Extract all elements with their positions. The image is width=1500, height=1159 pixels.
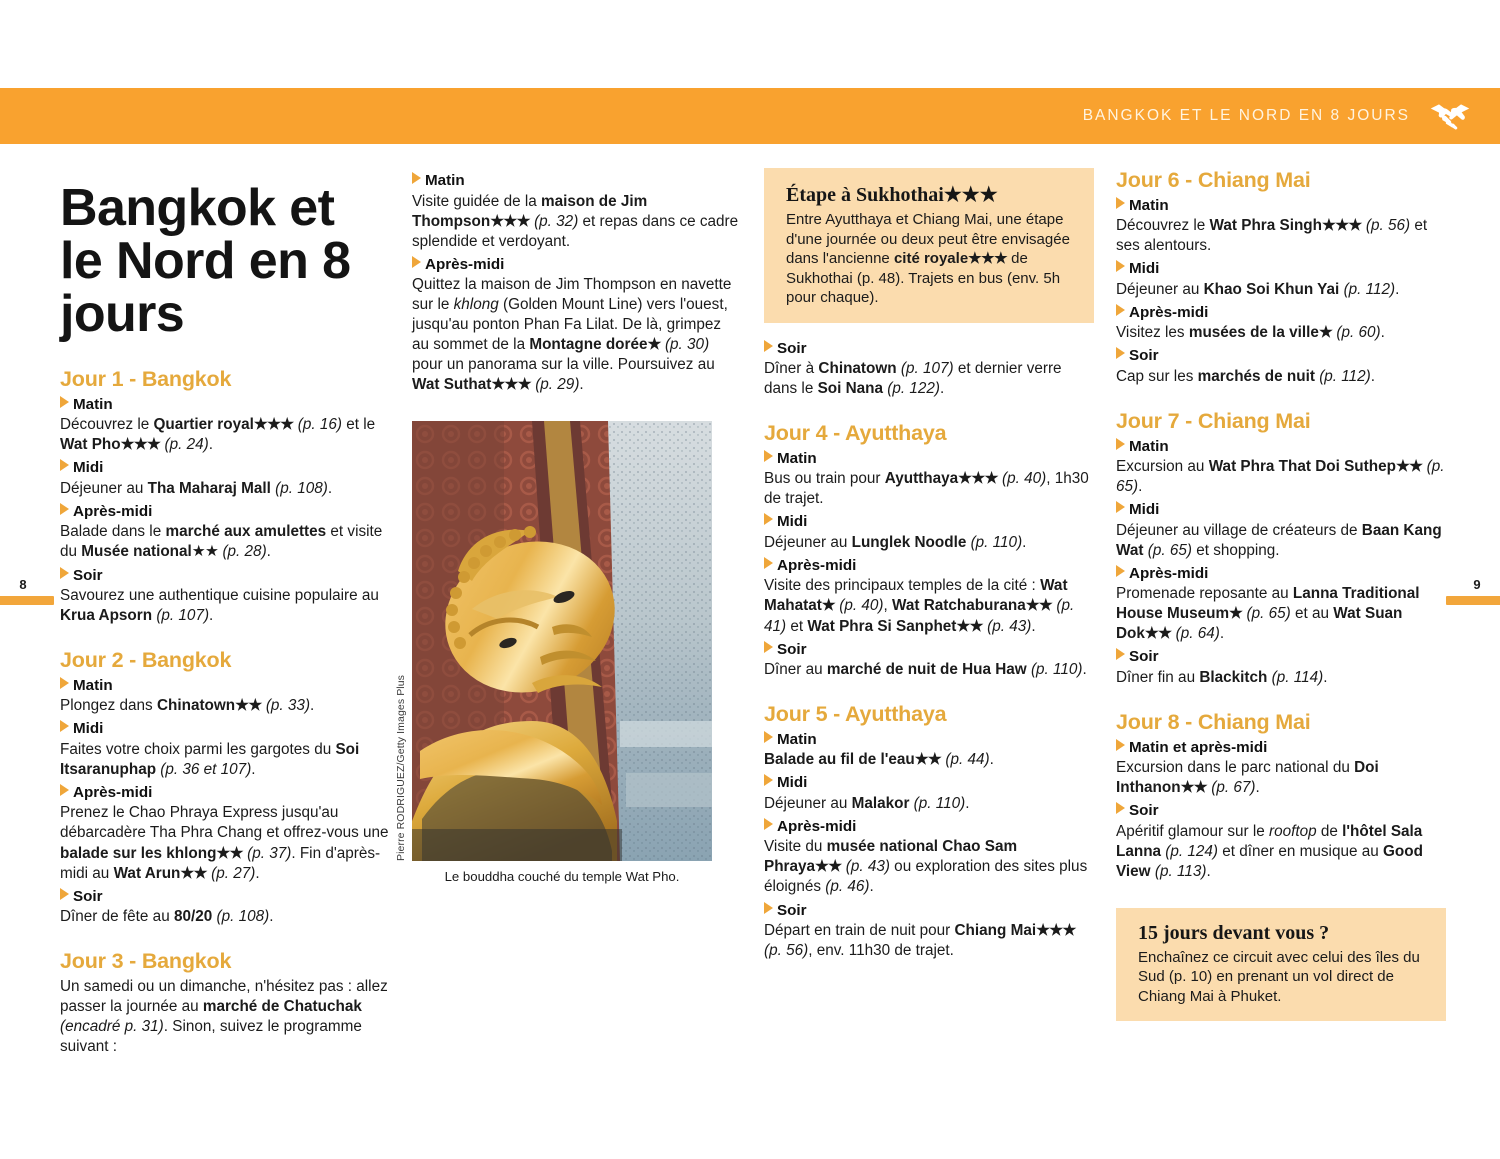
slot-label: Matin [777, 449, 817, 467]
jour1-matin-text: Découvrez le Quartier royal★★★ (p. 16) et le Wat Pho★★★ (p. 24). [60, 416, 376, 454]
slot-label: Midi [777, 513, 808, 531]
jour4-apres-midi-text: Visite des principaux temples de la cité : Wat Mahatat★ (p. 40), Wat Ratchaburana★★ (p. 41) et Wat Phra Si Sanphet★★ (p. 43). [764, 577, 1075, 635]
day-heading-jour7: Jour 7 - Chiang Mai [1116, 408, 1311, 433]
slot-soir [60, 566, 390, 587]
triangle-bullet-icon [1116, 802, 1125, 814]
triangle-bullet-icon [60, 784, 69, 796]
triangle-bullet-icon [60, 677, 69, 689]
slot-label: Midi [1129, 501, 1160, 519]
day-heading-jour8: Jour 8 - Chiang Mai [1116, 709, 1311, 734]
jour3-soir-text: Dîner à Chinatown (p. 107) et dernier verre dans le Soi Nana (p. 122). [764, 360, 1062, 398]
slot-matin [412, 171, 742, 192]
jour3-matin-text: Visite guidée de la maison de Jim Thompson★★★ (p. 32) et repas dans ce cadre splendide et verdoyant. [412, 192, 739, 250]
jour1-midi-text: Déjeuner au Tha Maharaj Mall (p. 108). [60, 479, 333, 497]
slot-label: Midi [73, 459, 104, 477]
slot-label: Soir [1129, 802, 1159, 820]
photo-credit: Pierre RODRIGUEZ/Getty Images Plus [395, 675, 407, 862]
column-1 [60, 168, 390, 1058]
day-heading-jour4: Jour 4 - Ayutthaya [764, 421, 947, 446]
slot-matin [764, 730, 1094, 751]
slot-matin [764, 449, 1094, 470]
triangle-bullet-icon [1116, 197, 1125, 209]
jour5-matin-text: Balade au fil de l'eau★★ (p. 44). [764, 751, 994, 769]
jour4-soir-text: Dîner au marché de nuit de Hua Haw (p. 110). [764, 661, 1087, 679]
slot-label: Après-midi [777, 817, 857, 835]
triangle-bullet-icon [1116, 438, 1125, 450]
jour3-intro-text: Un samedi ou un dimanche, n'hésitez pas : allez passer la journée au marché de Chatuchak (encadré p. 31). Sinon, suivez le programme suivant : [60, 977, 388, 1055]
slot-matin [60, 395, 390, 416]
triangle-bullet-icon [60, 567, 69, 579]
page-number-left: 8 [19, 577, 27, 592]
slot-label: Matin et après-midi [1129, 738, 1268, 756]
slot-label: Matin [73, 676, 113, 694]
page-title: Bangkok et le Nord en 8 jours [60, 179, 351, 344]
jour6-apres-midi-text: Visitez les musées de la ville★ (p. 60). [1116, 324, 1385, 342]
slot-midi [764, 773, 1094, 794]
photo-block [395, 421, 712, 885]
slot-midi [764, 512, 1094, 533]
day-heading-jour5: Jour 5 - Ayutthaya [764, 702, 947, 727]
day-heading-jour6: Jour 6 - Chiang Mai [1116, 168, 1311, 192]
folio-left [0, 578, 54, 605]
banner-title: BANGKOK ET LE NORD EN 8 JOURS [1082, 107, 1410, 124]
slot-apres-midi [1116, 564, 1446, 585]
slot-label: Soir [1129, 347, 1159, 365]
slot-apres-midi [60, 502, 390, 523]
jour4-midi-text: Déjeuner au Lunglek Noodle (p. 110). [764, 533, 1027, 551]
slot-label: Matin [1129, 437, 1169, 455]
slot-label: Soir [73, 887, 103, 905]
jour6-soir-text: Cap sur les marchés de nuit (p. 112). [1116, 367, 1376, 385]
jour5-apres-midi-text: Visite du musée national Chao Sam Phraya★★ (p. 43) ou exploration des sites plus éloignés (p. 46). [764, 838, 1088, 896]
slot-label: Après-midi [73, 783, 153, 801]
triangle-bullet-icon [1116, 739, 1125, 751]
callout-sukhothai [764, 168, 1094, 323]
slot-soir [764, 901, 1094, 922]
page-header-banner [0, 88, 1500, 144]
jour7-midi-text: Déjeuner au village de créateurs de Baan Kang Wat (p. 65) et shopping. [1116, 521, 1442, 559]
photo-caption: Le bouddha couché du temple Wat Pho. [444, 869, 680, 885]
day-heading-jour3: Jour 3 - Bangkok [60, 949, 232, 974]
triangle-bullet-icon [764, 902, 773, 914]
triangle-bullet-icon [412, 172, 421, 184]
triangle-bullet-icon [60, 720, 69, 732]
triangle-bullet-icon [764, 450, 773, 462]
handshake-icon [1428, 100, 1472, 132]
jour2-midi-text: Faites votre choix parmi les gargotes du Soi Itsaranuphap (p. 36 et 107). [60, 740, 360, 778]
slot-apres-midi [412, 255, 742, 276]
triangle-bullet-icon [764, 818, 773, 830]
folio-right [1446, 578, 1500, 605]
day-heading-jour2: Jour 2 - Bangkok [60, 648, 232, 673]
triangle-bullet-icon [764, 340, 773, 352]
slot-label: Soir [777, 640, 807, 658]
slot-soir [60, 887, 390, 908]
article-columns [60, 168, 1445, 1058]
slot-label: Soir [777, 339, 807, 357]
folio-bar-right [1446, 596, 1500, 605]
triangle-bullet-icon [764, 774, 773, 786]
slot-label: Midi [1129, 260, 1160, 278]
slot-soir [1116, 647, 1446, 668]
triangle-bullet-icon [764, 513, 773, 525]
jour8-soir-text: Apéritif glamour sur le rooftop de l'hôtel Sala Lanna (p. 124) et dîner en musique au Good View (p. 113). [1116, 822, 1423, 880]
triangle-bullet-icon [1116, 501, 1125, 513]
jour5-midi-text: Déjeuner au Malakor (p. 110). [764, 794, 970, 812]
jour1-apres-midi-text: Balade dans le marché aux amulettes et visite du Musée national★★ (p. 28). [60, 523, 383, 561]
triangle-bullet-icon [1116, 347, 1125, 359]
triangle-bullet-icon [60, 459, 69, 471]
slot-apres-midi [1116, 303, 1446, 324]
slot-midi [1116, 500, 1446, 521]
slot-label: Matin [1129, 196, 1169, 214]
slot-apres-midi [60, 783, 390, 804]
jour7-apres-midi-text: Promenade reposante au Lanna Traditional House Museum★ (p. 65) et au Wat Suan Dok★★ (p. 64). [1116, 585, 1420, 643]
slot-matin [1116, 196, 1446, 217]
column-3 [764, 168, 1094, 1058]
slot-soir [764, 640, 1094, 661]
slot-soir [764, 339, 1094, 360]
jour2-apres-midi-text: Prenez le Chao Phraya Express jusqu'au débarcadère Tha Phra Chang et offrez-vous une balade sur les khlong★★ (p. 37). Fin d'après-midi au Wat Arun★★ (p. 27). [60, 804, 389, 882]
triangle-bullet-icon [1116, 565, 1125, 577]
callout-quinze-jours-body: Enchaînez ce circuit avec celui des îles du Sud (p. 10) en prenant un vol direct de Chiang Mai à Phuket. [1138, 948, 1420, 1005]
slot-label: Midi [73, 720, 104, 738]
jour4-matin-text: Bus ou train pour Ayutthaya★★★ (p. 40), 1h30 de trajet. [764, 470, 1089, 508]
day-heading-jour1: Jour 1 - Bangkok [60, 367, 232, 392]
page-number-right: 9 [1473, 577, 1481, 592]
jour3-apres-midi-text: Quittez la maison de Jim Thompson en navette sur le khlong (Golden Mount Line) vers l'ouest, jusqu'au ponton Phan Fa Lilat. De là, grimpez au sommet de la Montagne dorée★ (p. 30) pour un panorama sur la ville. Poursuivez au Wat Suthat★★★ (p. 29). [412, 276, 732, 394]
callout-quinze-jours-title: 15 jours devant vous ? [1138, 921, 1330, 944]
slot-apres-midi [764, 817, 1094, 838]
slot-label: Soir [1129, 648, 1159, 666]
callout-sukhothai-title: Étape à Sukhothai★★★ [786, 184, 998, 206]
triangle-bullet-icon [764, 731, 773, 743]
triangle-bullet-icon [60, 888, 69, 900]
triangle-bullet-icon [1116, 304, 1125, 316]
jour1-soir-text: Savourez une authentique cuisine populaire au Krua Apsorn (p. 107). [60, 587, 379, 625]
slot-label: Soir [73, 566, 103, 584]
slot-midi [60, 458, 390, 479]
slot-apres-midi [764, 556, 1094, 577]
slot-label: Après-midi [777, 556, 857, 574]
reclining-buddha-photo [412, 421, 712, 861]
triangle-bullet-icon [764, 557, 773, 569]
column-4 [1116, 168, 1446, 1058]
slot-label: Après-midi [1129, 303, 1209, 321]
triangle-bullet-icon [764, 641, 773, 653]
slot-midi [60, 719, 390, 740]
triangle-bullet-icon [1116, 648, 1125, 660]
slot-midi [1116, 259, 1446, 280]
callout-quinze-jours [1116, 908, 1446, 1022]
callout-sukhothai-body: Entre Ayutthaya et Chiang Mai, une étape d'une journée ou deux peut être envisagée dans l'ancienne cité royale★★★ de Sukhothai (p. 48). Trajets en bus (env. 5h pour chaque). [786, 211, 1070, 306]
slot-label: Après-midi [1129, 564, 1209, 582]
jour7-soir-text: Dîner fin au Blackitch (p. 114). [1116, 668, 1328, 686]
slot-matin-et-apres-midi [1116, 738, 1446, 759]
column-2 [395, 168, 742, 1058]
triangle-bullet-icon [412, 256, 421, 268]
triangle-bullet-icon [60, 396, 69, 408]
folio-bar-left [0, 596, 54, 605]
slot-matin [1116, 437, 1446, 458]
slot-label: Matin [777, 730, 817, 748]
slot-label: Après-midi [73, 502, 153, 520]
jour6-matin-text: Découvrez le Wat Phra Singh★★★ (p. 56) et ses alentours. [1116, 217, 1428, 255]
jour6-midi-text: Déjeuner au Khao Soi Khun Yai (p. 112). [1116, 280, 1400, 298]
jour5-soir-text: Départ en train de nuit pour Chiang Mai★★★ (p. 56), env. 11h30 de trajet. [764, 922, 1076, 960]
jour8-matin-apres-midi-text: Excursion dans le parc national du Doi Inthanon★★ (p. 67). [1116, 759, 1379, 797]
jour7-matin-text: Excursion au Wat Phra That Doi Suthep★★ (p. 65). [1116, 458, 1445, 496]
slot-label: Soir [777, 901, 807, 919]
slot-label: Midi [777, 774, 808, 792]
slot-label: Matin [73, 395, 113, 413]
slot-soir [1116, 801, 1446, 822]
slot-label: Après-midi [425, 255, 505, 273]
triangle-bullet-icon [1116, 260, 1125, 272]
slot-label: Matin [425, 172, 465, 189]
jour2-matin-text: Plongez dans Chinatown★★ (p. 33). [60, 697, 315, 715]
slot-matin [60, 676, 390, 697]
jour2-soir-text: Dîner de fête au 80/20 (p. 108). [60, 908, 274, 926]
slot-soir [1116, 346, 1446, 367]
triangle-bullet-icon [60, 503, 69, 515]
